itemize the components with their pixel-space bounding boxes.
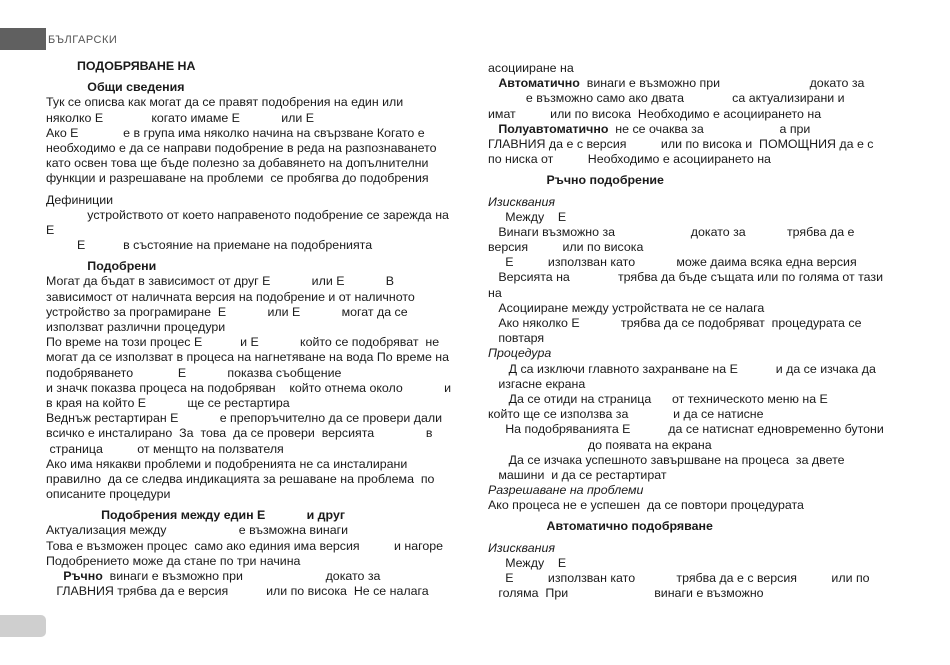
text-line: Това е възможен процес само ако единия има версия и нагоре <box>46 538 444 553</box>
text-line: Автоматично подобряване <box>488 519 713 534</box>
text-line: до появата на екрана <box>488 437 712 452</box>
text-line: по ниска от Необходимо е асоциирането на <box>488 152 771 167</box>
text-line: който ще се използва за и да се натисне <box>488 407 764 422</box>
bold-term: Полуавтоматично <box>498 121 609 136</box>
text-line: могат да се използват в процеса на нагнетяване на вода По време на <box>46 350 450 365</box>
text-line: Актуализация между е възможна винаги <box>46 523 349 538</box>
text-line: всичко е инсталирано За това да се провери версията в <box>46 426 433 441</box>
text-line: Между Е <box>488 555 567 570</box>
text-line: Общи сведения <box>46 80 185 95</box>
text-line: Разрешаване на проблеми <box>488 483 644 498</box>
text-line: правилно да се следва индикацията за решаване на проблема по <box>46 471 435 486</box>
text-line: изгасне екрана <box>488 376 586 391</box>
text-line: По време на този процес Е и Е който се подобряват не <box>46 335 440 350</box>
text-line: ГЛАВНИЯ да е с версия или по висока и ПОМОЩНИЯ да е с <box>488 136 874 151</box>
text-line: Е <box>46 222 55 237</box>
text-line: Подобрения между един Е и друг <box>46 508 345 523</box>
text-line: Е използван като може даима всяка една версия <box>488 255 857 270</box>
text-line: Асоцииране между устройствата не се налага <box>488 300 765 315</box>
text-line: Между Е <box>488 209 567 224</box>
text-line: зависимост от наличната версия на подобрение и от наличното <box>46 289 415 304</box>
text-line: няколко Е когато имаме Е или Е <box>46 110 315 125</box>
text-line: Подобрението може да стане по три начина <box>46 553 301 568</box>
text-line: функции и разрешаване на проблеми се пробягва до подобрения <box>46 171 429 186</box>
right-column <box>488 61 908 601</box>
text-line: Полуавтоматично не се очаква за а при <box>498 121 811 136</box>
text-line: Версията на трябва да бъде същата или по голяма от тази <box>488 270 884 285</box>
text-line: Ако процеса не е успешен да се повтори процедурата <box>488 498 804 513</box>
text-line: имат или по висока Необходимо е асоциирането на <box>488 106 822 121</box>
text-line: Да се изчака успешното завършване на процеса за двете <box>488 452 845 467</box>
text-line: подобряването Е показва съобщение <box>46 365 342 380</box>
text-line: Тук се описва как могат да се правят подобрения на един или <box>46 95 404 110</box>
text-line: Ако Е е в група има няколко начина на свързване Когато е <box>46 125 425 140</box>
text-line: описаните процедури <box>46 487 171 502</box>
text-line: Изисквания <box>488 194 555 209</box>
text-line: необходимо е да се направи подобрение в реда на разпознаването <box>46 140 437 155</box>
text-line: Ръчно подобрение <box>488 173 664 188</box>
text-line: устройството от което направеното подобрение се зарежда на <box>46 207 449 222</box>
text-line: повтаря <box>488 331 545 346</box>
text-line: като освен това ще бъде полезно за добавянето на допълнителни <box>46 156 429 171</box>
page-tab-marker <box>0 615 46 637</box>
text-line: Да се отиди на страница от техническото меню на Е <box>488 391 828 406</box>
text-line: версия или по висока <box>488 240 644 255</box>
text-line: Могат да бъдат в зависимост от друг Е или Е В <box>46 274 395 289</box>
text-line: На подобряванията Е да се натиснат едновременно бутони <box>488 422 884 437</box>
bold-term: Ръчно <box>63 569 103 583</box>
text-line: страница от менщто на ползвателя <box>46 441 284 456</box>
language-label: БЪЛГАРСКИ <box>48 34 118 46</box>
text-line: Ако има някакви проблеми и подобренията не са инсталирани <box>46 456 408 471</box>
text-line: Процедура <box>488 346 552 361</box>
text-line: Подобрени <box>46 259 157 274</box>
text-line: е възможно само ако двата са актуализирани и <box>488 91 845 106</box>
text-line: Ако няколко Е трябва да се подобряват процедурата се <box>488 316 862 330</box>
text-line: в края на който Е ще се рестартира <box>46 395 290 410</box>
left-column <box>46 59 464 599</box>
text-line: Веднъж рестартиран Е е препоръчително да се провери дали <box>46 411 442 426</box>
text-line: Е използван като трябва да е с версия или по <box>488 571 870 585</box>
text-line: Ръчно винаги е възможно при докато за <box>63 569 381 583</box>
section-tab-marker <box>0 28 46 50</box>
text-line: използват различни процедури <box>46 320 226 334</box>
text-line: и значк показва процеса на подобряван който отнема около и <box>46 380 452 395</box>
text-line: Винаги възможно за докато за трябва да е <box>488 224 855 239</box>
text-line: ГЛАВНИЯ трябва да е версия или по висока Не се налага <box>46 584 429 599</box>
text-line: Е в състояние на приемане на подобренията <box>46 238 373 253</box>
text-line: ПОДОБРЯВАНЕ НА <box>46 59 196 73</box>
text-line: Дефиниции <box>46 192 114 207</box>
text-line: асоцииране на <box>488 61 574 75</box>
text-line: Изисквания <box>488 540 555 555</box>
text-line: Автоматично винаги е възможно при докато за <box>498 76 865 91</box>
text-line: Д са изключи главното захранване на Е и да се изчака да <box>488 361 876 376</box>
text-line: машини и да се рестартират <box>488 467 667 482</box>
text-line: голяма При винаги е възможно <box>488 586 764 601</box>
text-line: устройство за програмиране Е или Е могат да се <box>46 304 408 319</box>
text-line: на <box>488 285 502 300</box>
bold-term: Автоматично <box>498 76 580 91</box>
